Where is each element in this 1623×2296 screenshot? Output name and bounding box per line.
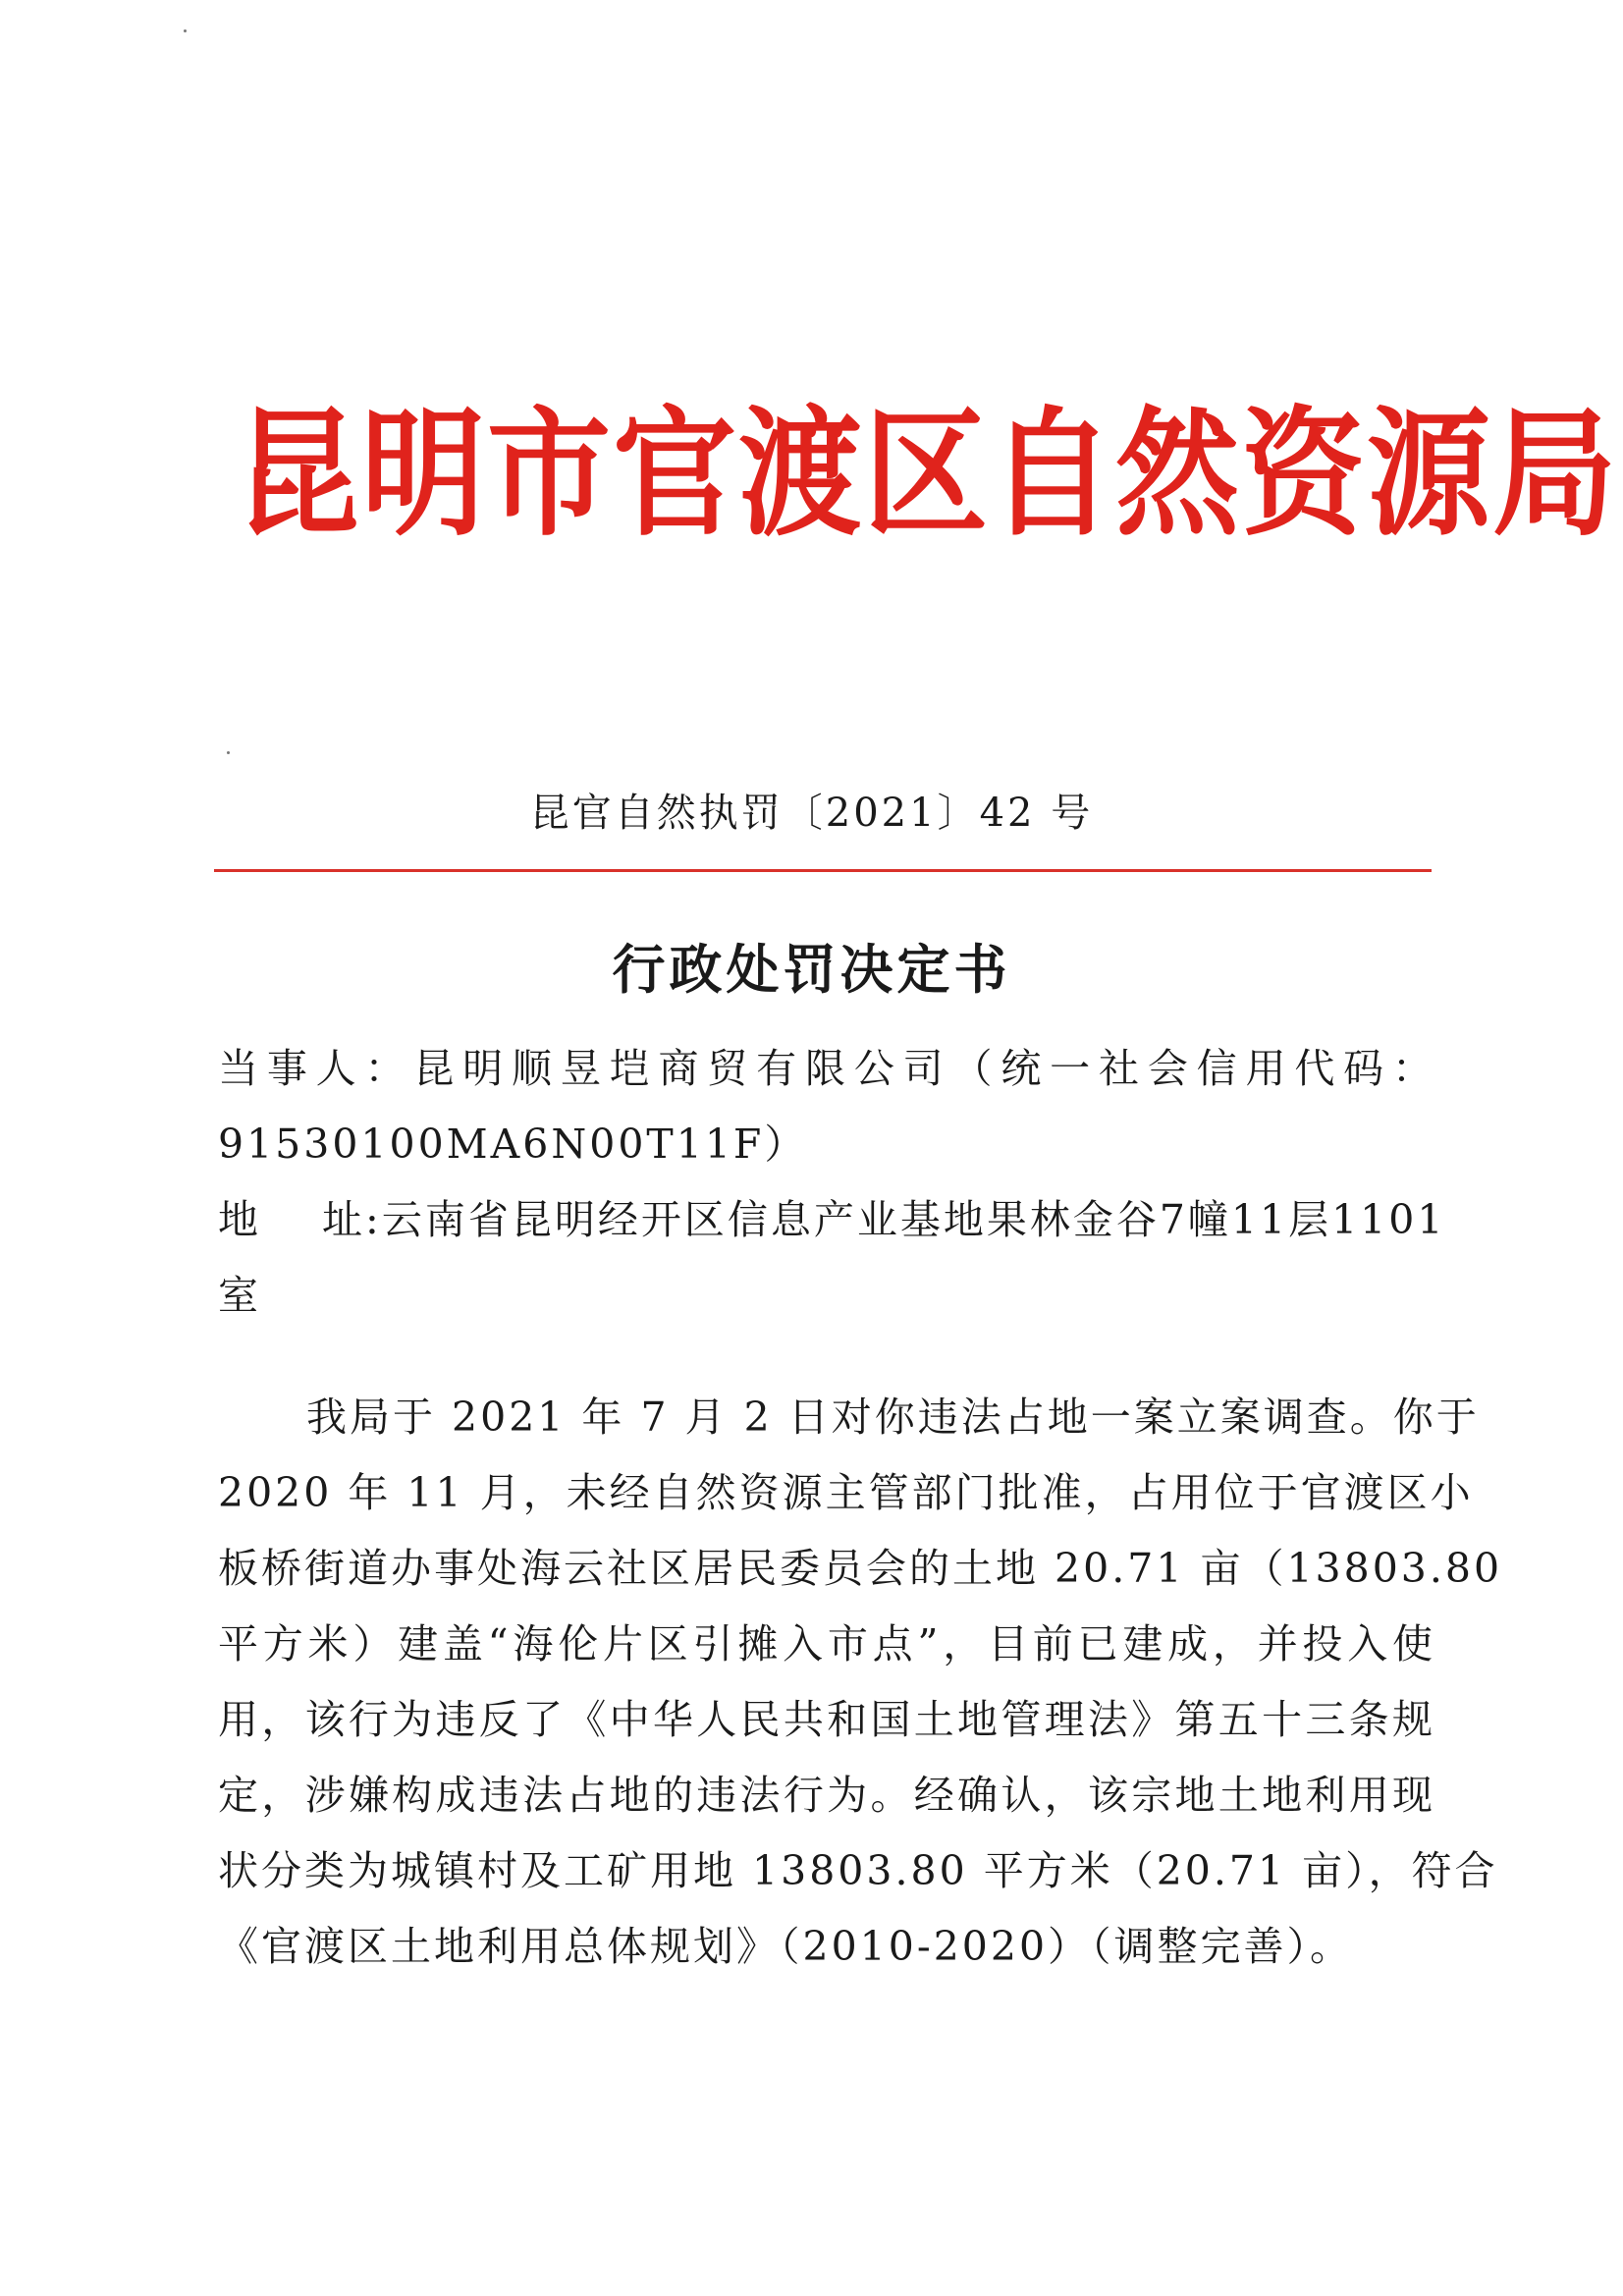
address-line-2: 室: [218, 1272, 261, 1319]
paragraph-line: 我局于 2021 年 7 月 2 日对你违法占地一案立案调查。你于: [306, 1394, 1480, 1441]
address-line-1: [218, 1182, 1446, 1258]
paragraph-line: 2020 年 11 月，未经自然资源主管部门批准，占用位于官渡区小: [218, 1469, 1474, 1516]
case-paragraph: [218, 1380, 1503, 1985]
paragraph-line: 用，该行为违反了《中华人民共和国土地管理法》第五十三条规: [218, 1696, 1435, 1743]
document-number: 昆官自然执罚〔2021〕42 号: [529, 791, 1094, 836]
paragraph-line: 平方米）建盖“海伦片区引摊入市点”，目前已建成，并投入使: [218, 1620, 1435, 1667]
paragraph-line: 定，涉嫌构成违法占地的违法行为。经确认，该宗地土地利用现: [218, 1772, 1435, 1819]
letterhead-agency-name: 昆明市官渡区自然资源局: [236, 392, 1618, 556]
paragraph-line: 状分类为城镇村及工矿用地 13803.80 平方米（20.71 亩），符合: [218, 1847, 1498, 1894]
paragraph-line: 《官渡区土地利用总体规划》（2010-2020）（调整完善）。: [218, 1923, 1354, 1970]
document-title: 行政处罚决定书: [612, 938, 1011, 1001]
red-divider-line: [214, 869, 1432, 872]
address-label-a: 地: [218, 1196, 261, 1243]
party-line-2: 91530100MA6N00T11F）: [218, 1121, 808, 1168]
party-block: [218, 1031, 1446, 1334]
scan-speck: [227, 751, 230, 754]
paragraph-line: 板桥街道办事处海云社区居民委员会的土地 20.71 亩（13803.80: [218, 1545, 1503, 1592]
address-value-1: 云南省昆明经开区信息产业基地果林金谷7幢11层1101: [381, 1196, 1446, 1243]
party-line-1: 当事人：昆明顺昱垲商贸有限公司（统一社会信用代码：: [218, 1045, 1435, 1092]
address-label-b: 址:: [322, 1196, 382, 1243]
scan-speck: [184, 29, 187, 32]
